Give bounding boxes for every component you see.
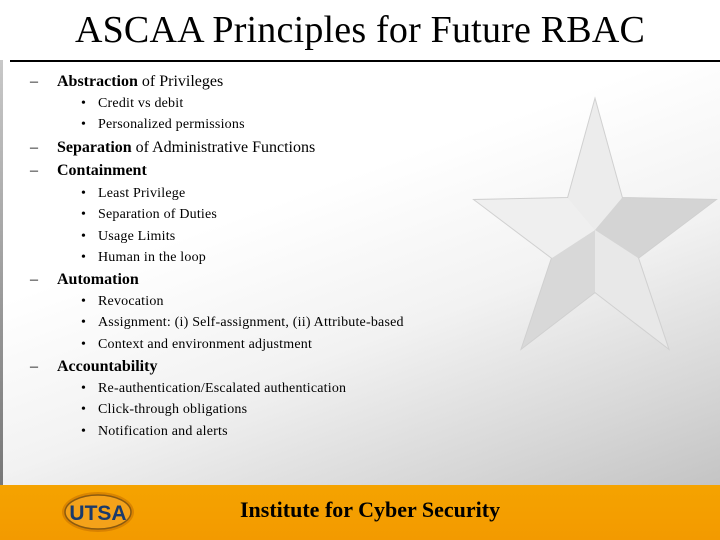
outline-heading <box>30 139 315 157</box>
bullet-text: Re-authentication/Escalated authentication <box>98 381 347 396</box>
bullet-text: Least Privilege <box>98 186 186 201</box>
bullet-item <box>81 117 245 133</box>
bullet-text: Assignment: (i) Self-assignment, (ii) Attribute-based <box>98 315 404 331</box>
bullet-item <box>81 337 312 353</box>
heading-keyword: Automation <box>57 271 139 288</box>
bullet-item <box>81 381 346 397</box>
bullet-text: Revocation <box>98 294 164 309</box>
bullet-item <box>81 250 206 266</box>
bullet-item <box>81 186 185 202</box>
bullet-item <box>81 207 217 223</box>
outline-heading <box>30 162 147 180</box>
bullet-marker: • <box>81 402 87 418</box>
utsa-logo <box>60 490 136 534</box>
bullet-marker: • <box>81 186 87 201</box>
bullet-item <box>81 402 247 418</box>
bullet-marker: • <box>81 381 87 396</box>
bullet-marker: • <box>81 207 87 223</box>
heading-rest: of Administrative Functions <box>131 139 316 156</box>
bullet-item <box>81 424 228 440</box>
heading-keyword: Abstraction <box>57 73 138 90</box>
bullet-marker: • <box>81 228 87 244</box>
bullet-marker: • <box>81 336 87 352</box>
bullet-item <box>81 294 164 310</box>
bullet-text: Personalized permissions <box>98 117 245 133</box>
heading-rest: of Privileges <box>137 73 224 90</box>
dash-marker: – <box>30 358 38 375</box>
bullet-marker: • <box>81 294 87 309</box>
footer-text: Institute for Cyber Security <box>240 497 501 522</box>
bullet-text: Credit vs debit <box>98 96 184 111</box>
bullet-text: Click-through obligations <box>98 402 248 418</box>
bullet-marker: • <box>81 423 87 439</box>
dash-marker: – <box>30 73 38 90</box>
bullet-text: Context and environment adjustment <box>98 336 313 352</box>
outline-heading <box>30 73 223 91</box>
star-watermark-icon <box>440 80 720 360</box>
bullet-text: Human in the loop <box>98 249 206 265</box>
bullet-item <box>81 229 175 245</box>
bullet-text: Usage Limits <box>98 228 176 244</box>
left-edge-shadow <box>0 60 3 485</box>
bullet-item <box>81 96 183 112</box>
slide-title: ASCAA Principles for Future RBAC <box>74 9 646 51</box>
dash-marker: – <box>30 271 38 288</box>
dash-marker: – <box>30 139 38 156</box>
bullet-item <box>81 315 404 331</box>
bullet-marker: • <box>81 249 87 265</box>
heading-keyword: Containment <box>57 162 147 179</box>
outline-heading <box>30 358 157 376</box>
bullet-text: Separation of Duties <box>98 207 218 223</box>
heading-keyword: Accountability <box>57 358 158 375</box>
bullet-marker: • <box>81 315 87 331</box>
logo-text: UTSA <box>69 502 127 525</box>
outline-heading <box>30 271 139 289</box>
bullet-marker: • <box>81 96 87 111</box>
heading-keyword: Separation <box>57 139 132 156</box>
bullet-marker: • <box>81 117 87 133</box>
dash-marker: – <box>30 162 38 179</box>
title-divider <box>10 60 720 62</box>
bullet-text: Notification and alerts <box>98 423 228 439</box>
